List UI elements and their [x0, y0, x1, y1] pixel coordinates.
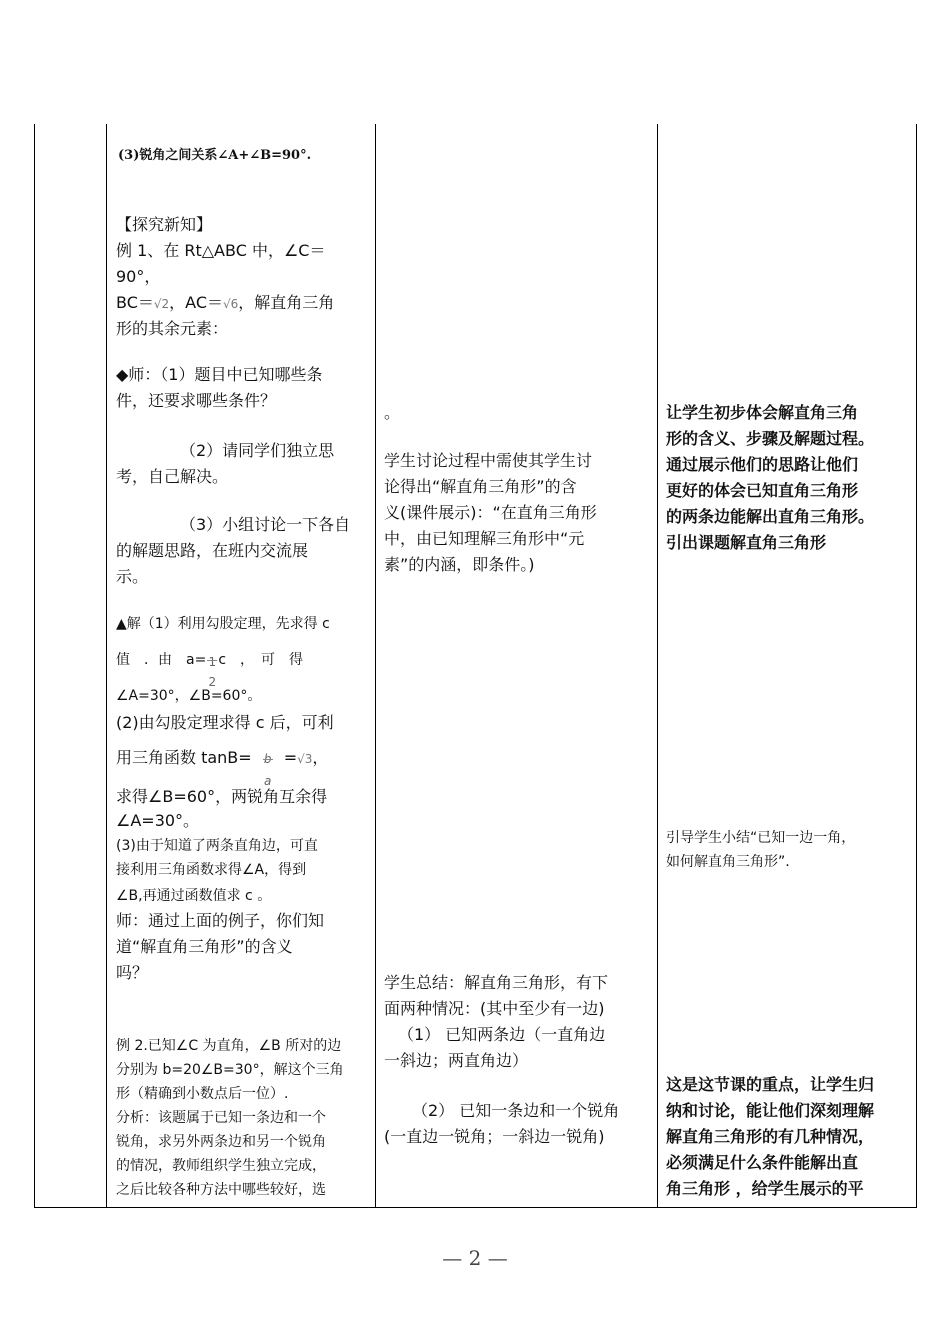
discussion-line: 学生讨论过程中需使其学生讨 — [384, 451, 593, 470]
teacher-summary-line: 师：通过上面的例子，你们知 — [116, 911, 325, 930]
table-bottom-border — [34, 1207, 917, 1208]
teacher-summary-line: 吗？ — [116, 963, 149, 982]
question3-line: （3）小组讨论一下各自 — [180, 515, 351, 534]
example1-line: 形的其余元素： — [116, 319, 229, 338]
column-divider-2 — [375, 124, 376, 1208]
example2-line: 分别为 b=20∠B=30°，解这个三角 — [116, 1062, 344, 1078]
section-heading: 【探究新知】 — [116, 215, 213, 234]
key-point-line: 解直角三角形的有几种情况， — [666, 1127, 875, 1146]
example2-line: 例 2.已知∠C 为直角，∠B 所对的边 — [116, 1038, 342, 1054]
teacher-question-line: 件，还要求哪些条件？ — [116, 391, 277, 410]
sqrt3-formula: √3 — [297, 752, 313, 766]
student-summary-line: 面两种情况：(其中至少有一边) — [384, 999, 605, 1018]
angle-relation-text: (3)锐角之间关系∠A+∠B=90°. — [118, 148, 312, 163]
intent-line: 形的含义、步骤及解题过程。 — [666, 429, 875, 448]
discussion-line: 素”的内涵，即条件。) — [384, 555, 535, 574]
guide-summary-line: 如何解直角三角形”. — [666, 854, 790, 870]
sqrt6-formula: √6 — [223, 297, 239, 311]
example1-line: BC＝√2，AC＝√6，解直角三角 — [116, 293, 335, 312]
solution3-line: ∠B,再通过函数值求 c 。 — [116, 888, 272, 904]
key-point-line: 这是这节课的重点，让学生归 — [666, 1075, 875, 1094]
intent-line: 更好的体会已知直角三角形 — [666, 481, 859, 500]
sqrt2-formula: √2 — [153, 297, 170, 311]
solution1-line: ▲解（1）利用勾股定理，先求得 c — [116, 616, 330, 632]
analysis-line: 之后比较各种方法中哪些较好，选 — [116, 1182, 326, 1198]
question2-line: （2）请同学们独立思 — [180, 441, 335, 460]
analysis-line: 分析：该题属于已知一条边和一个 — [116, 1110, 326, 1126]
example1-line: 例 1、在 Rt△ABC 中，∠C＝ — [116, 241, 326, 260]
key-point-line: 角三角形 ，给学生展示的平 — [666, 1179, 864, 1198]
period-mark: 。 — [384, 403, 401, 422]
solution1-line: ∠A=30°，∠B=60°。 — [116, 688, 262, 704]
teacher-summary-line: 道“解直角三角形”的含义 — [116, 937, 293, 956]
question3-line: 的解题思路，在班内交流展 — [116, 541, 309, 560]
column-divider-3 — [657, 124, 658, 1208]
question2-line: 考，自己解决。 — [116, 467, 229, 486]
intent-line: 引出课题解直角三角形 — [666, 533, 827, 552]
example1-line: 90°， — [116, 267, 161, 286]
guide-summary-line: 引导学生小结“已知一边一角， — [666, 830, 856, 846]
fraction-one-half: 1 2 — [208, 655, 217, 689]
student-summary-line: (一直边一锐角；一斜边一锐角) — [384, 1127, 605, 1146]
example2-line: 形（精确到小数点后一位）. — [116, 1086, 289, 1102]
discussion-line: 义(课件展示)：“在直角三角形 — [384, 503, 597, 522]
teacher-question-line: ◆师：（1）题目中已知哪些条 — [116, 365, 323, 384]
student-summary-line: （1） 已知两条边（一直角边 — [398, 1025, 606, 1044]
solution2-line: 用三角函数 tanB= b a =√3， — [116, 738, 328, 779]
analysis-line: 锐角，求另外两条边和另一个锐角 — [116, 1134, 326, 1150]
analysis-line: 的情况，教师组织学生独立完成， — [116, 1158, 326, 1174]
key-point-line: 必须满足什么条件能解出直 — [666, 1153, 859, 1172]
student-summary-line: 一斜边；两直角边） — [384, 1051, 529, 1070]
student-summary-line: （2） 已知一条边和一个锐角 — [412, 1101, 620, 1120]
table-border-left — [34, 124, 35, 1208]
intent-line: 通过展示他们的思路让他们 — [666, 455, 859, 474]
page-number: — 2 — — [442, 1246, 508, 1270]
solution3-line: (3)由于知道了两条直角边，可直 — [116, 838, 318, 854]
student-summary-line: 学生总结：解直角三角形，有下 — [384, 973, 609, 992]
intent-line: 让学生初步体会解直角三角 — [666, 403, 859, 422]
key-point-line: 纳和讨论，能让他们深刻理解 — [666, 1101, 875, 1120]
question3-line: 示。 — [116, 567, 149, 586]
table-border-right — [916, 124, 917, 1208]
discussion-line: 论得出“解直角三角形”的含 — [384, 477, 577, 496]
solution2-line: (2)由勾股定理求得 c 后，可利 — [116, 713, 334, 732]
solution2-line: ∠A=30°。 — [116, 811, 200, 830]
solution1-line: 值 ．由 a= 1 2 c ， 可 得 — [116, 640, 303, 680]
fraction-b-over-a: b a — [263, 751, 272, 788]
intent-line: 的两条边能解出直角三角形。 — [666, 507, 875, 526]
column-divider-1 — [106, 124, 107, 1208]
solution3-line: 接利用三角函数求得∠A，得到 — [116, 862, 307, 878]
solution2-line: 求得∠B=60°，两锐角互余得 — [116, 787, 328, 806]
discussion-line: 中，由已知理解三角形中“元 — [384, 529, 585, 548]
